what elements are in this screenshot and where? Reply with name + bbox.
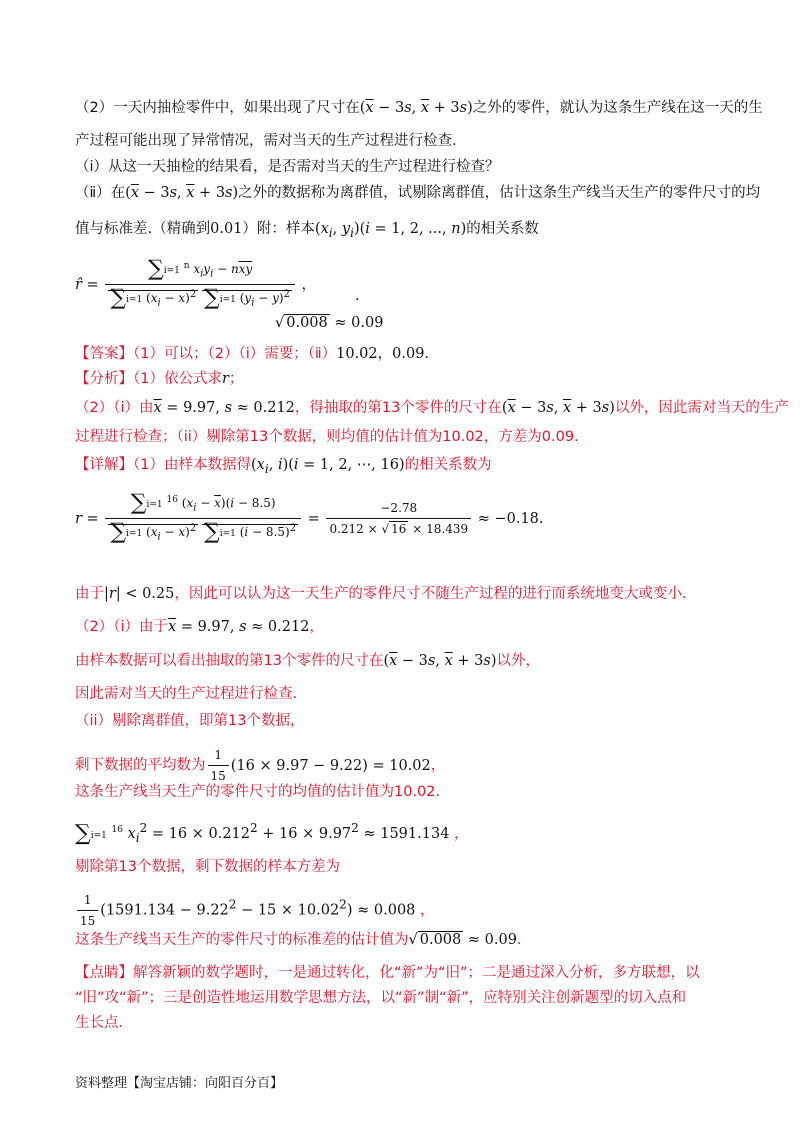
detail-line7: （ii）剔除离群值，即第13个数据， — [75, 713, 305, 729]
q2-part-i: （ⅰ）从这一天抽检的结果看，是否需对当天的生产过程进行检查？ — [75, 159, 500, 175]
answer-line: 【答案】（1）可以；（2）（ⅰ）需要；（ⅱ）10.02，0.09. — [75, 346, 430, 362]
sqrt-approx: √ 0.008 ≈ 0.09 — [275, 315, 384, 331]
detail-line4: （2）（i）由于$\overline{x} = 9.97$, s ≈ 0.212， — [75, 619, 324, 635]
detail-variance-formula: $\frac{1}{15}$ $(1591.134 - 9.22^2 - 15 \times 10.02^2) \approx 0.008$ ， — [75, 890, 435, 931]
q2-line1: （2）一天内抽检零件中，如果出现了尺寸在($\overline{x} - 3s$, $\overline{x} + 3s$)之外的零件，就认为这条生产线在这一天的生 — [75, 100, 763, 116]
tip-line3: 生长点. — [75, 1015, 124, 1031]
analysis-line1: 【分析】（1）依公式求r； — [75, 371, 244, 387]
detail-line3: 由于|r| < 0.25，因此可以认为这一天生产的零件尺寸不随生产过程的进行而系统地变大或变小. — [75, 586, 687, 602]
detail-r-formula: r = $\frac{\sum i=1 ^{16} (x_i - \overline{x})(i - 8.5)}{\sum i=1 (x_i - \overline{x})^2 \sum i=1 (i - 8.5)^2}$ = $\frac{-2.78}{0.212 \times √ 16 \times 18.439}$ ≈ −0.18. — [75, 490, 544, 545]
detail-line11: 剔除第13个数据，剩下数据的样本方差为 — [75, 859, 340, 875]
detail-line13: 这条生产线当天生产的零件尺寸的标准差的估计值为√ 0.008 ≈ 0.09. — [75, 932, 522, 948]
analysis-line3: 过程进行检查；（ii）剔除第13个数据，则均值的估计值为10.02，方差为0.09. — [75, 429, 579, 445]
detail-line9: 这条生产线当天生产的零件尺寸的均值的估计值为10.02. — [75, 784, 441, 800]
detail-line6: 因此需对当天的生产过程进行检查. — [75, 686, 298, 702]
correlation-formula: r̂ = $\frac{\sum i=1 ^n x_iy_i - n\overline{xy}}{\sum i=1 (x_i - \overline{x})^2 \sum i=1 (y_i - \overline{y})^2}$ ， — [75, 256, 317, 311]
tip-line2: “旧”攻“新”；三是创造性地运用数学思想方法，以“新”制“新”，应特别关注创新题型的切入点和 — [75, 990, 687, 1006]
q2-part-ii-line2: 值与标准差.（精确到0.01）附：样本($x_i$, $y_i)(i = 1$, 2, ..., n)的相关系数 — [75, 221, 539, 240]
footer-credit: 资料整理【淘宝店铺：向阳百分百】 — [75, 1076, 284, 1091]
detail-sum-formula: ∑i=1 $^{16}$ $x_i^2 = 16 \times 0.212^2 + 16 \times 9.97^2 \approx 1591.134$ ， — [75, 820, 469, 846]
q2-line2: 产过程可能出现了异常情况，需对当天的生产过程进行检查. — [75, 133, 457, 149]
analysis-line2: （2）（i）由$\overline{x} = 9.97$, s ≈ 0.212，得抽取的第13个零件的尺寸在($\overline{x} - 3s$, $\overline{x} + 3s$)以外，因此需对当天的生产 — [75, 400, 789, 416]
tip-line1: 【点睛】解答新颖的数学题时，一是通过转化，化“新”为“旧”；二是通过深入分析，多方联想，以 — [75, 965, 700, 981]
detail-line5: 由样本数据可以看出抽取的第13个零件的尺寸在($\overline{x} - 3s$, $\overline{x} + 3s$)以外， — [75, 653, 540, 669]
detail-line8: 剩下数据的平均数为 $\frac{1}{15}$ (16 × 9.97 − 9.22) = 10.02， — [75, 745, 445, 786]
formula-period: . — [355, 288, 360, 304]
detail-line1: 【详解】（1）由样本数据得($x_i$, i)(i = 1, 2, ⋯, 16)的相关系数为 — [75, 457, 492, 476]
q2-part-ii: （ⅱ）在($\overline{x} - 3s$, $\overline{x} + 3s$)之外的数据称为离群值，试剔除离群值，估计这条生产线当天生产的零件尺寸的均 — [75, 185, 761, 201]
